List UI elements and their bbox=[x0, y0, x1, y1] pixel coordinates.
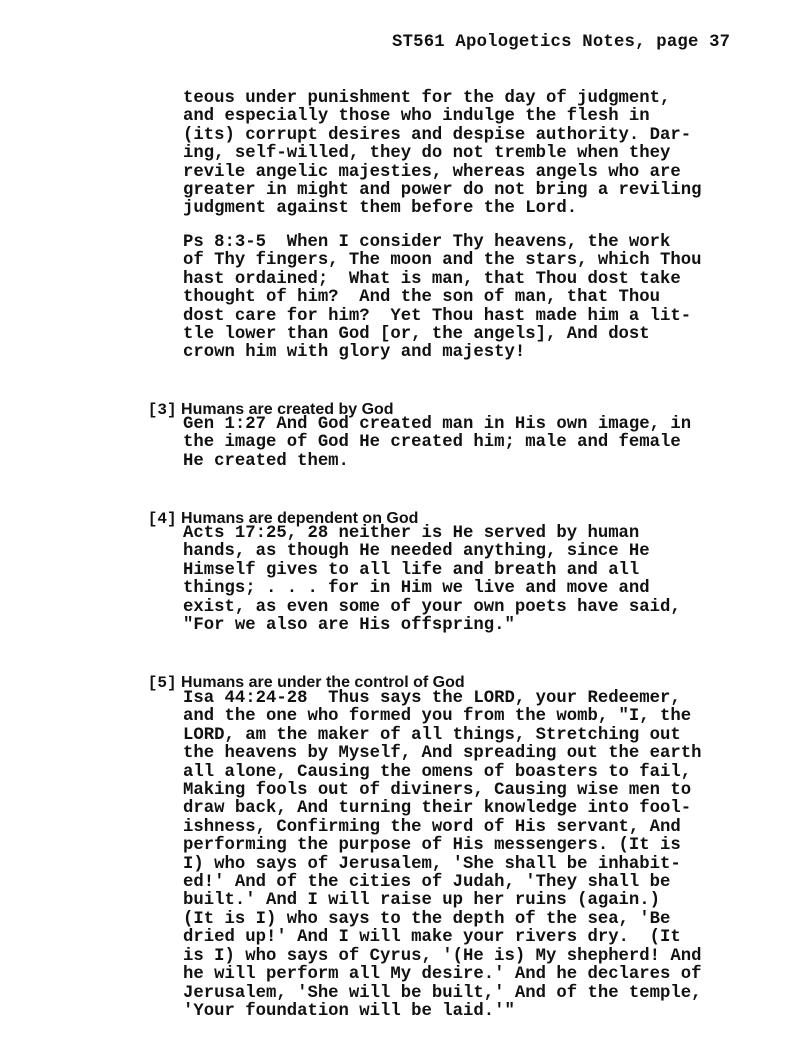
section-title: Humans are dependent on God bbox=[176, 510, 419, 527]
section-title: Humans are created by God bbox=[176, 401, 394, 418]
running-header: ST561 Apologetics Notes, page 37 bbox=[392, 33, 731, 52]
section-number: [4] bbox=[147, 510, 177, 528]
quote-isaiah-44: Isa 44:24-28 Thus says the LORD, your Redeemer, and the one who formed you from the womb, "I, the LORD, am the maker of all things, Stretching out the heavens by Myself, And spreading out the earth all alone, Causing the omens of boasters to fail, Making fools out of diviners, Causing wise men to draw back, And turning their knowledge into fool- ishness, Confirming the word of His servant, And performing the purpose of His messengers. (It is I) who says of Jerusalem, 'She shall be inhabit- ed!' And of the cities of Judah, 'They shall be built.' And I will raise up her ruins (again.) (It is I) who says to the depth of the sea, 'Be dried up!' And I will make your rivers dry. (It is I) who says of Cyrus, '(He is) My shepherd! And he will perform all My desire.' And he declares of Jerusalem, 'She will be built,' And of the temple, 'Your foundation will be laid.'" bbox=[183, 689, 702, 1021]
quote-jude-continuation: teous under punishment for the day of judgment, and especially those who indulge the flesh in (its) corrupt desires and despise authority. Dar- ing, self-willed, they do not tremble when they revile angelic majesties, whereas angels who are greater in might and power do not bring a reviling judgment against them before the Lord. bbox=[183, 89, 702, 219]
quote-acts-17: Acts 17:25, 28 neither is He served by human hands, as though He needed anything, since He Himself gives to all life and breath and all things; . . . for in Him we live and move and exist, as even some of your own poets have said, "For we also are His offspring." bbox=[183, 524, 681, 636]
quote-genesis-1: Gen 1:27 And God created man in His own image, in the image of God He created him; male and female He created them. bbox=[183, 415, 692, 471]
quote-psalm-8: Ps 8:3-5 When I consider Thy heavens, the work of Thy fingers, The moon and the stars, which Thou hast ordained; What is man, that Thou dost take thought of him? And the son of man, that Thou dost care for him? Yet Thou hast made him a lit- tle lower than God [or, the angels], And dost crown him with glory and majesty! bbox=[183, 233, 702, 363]
section-number: [5] bbox=[147, 674, 177, 692]
section-title: Humans are under the control of God bbox=[176, 674, 465, 691]
section-number: [3] bbox=[147, 401, 177, 419]
